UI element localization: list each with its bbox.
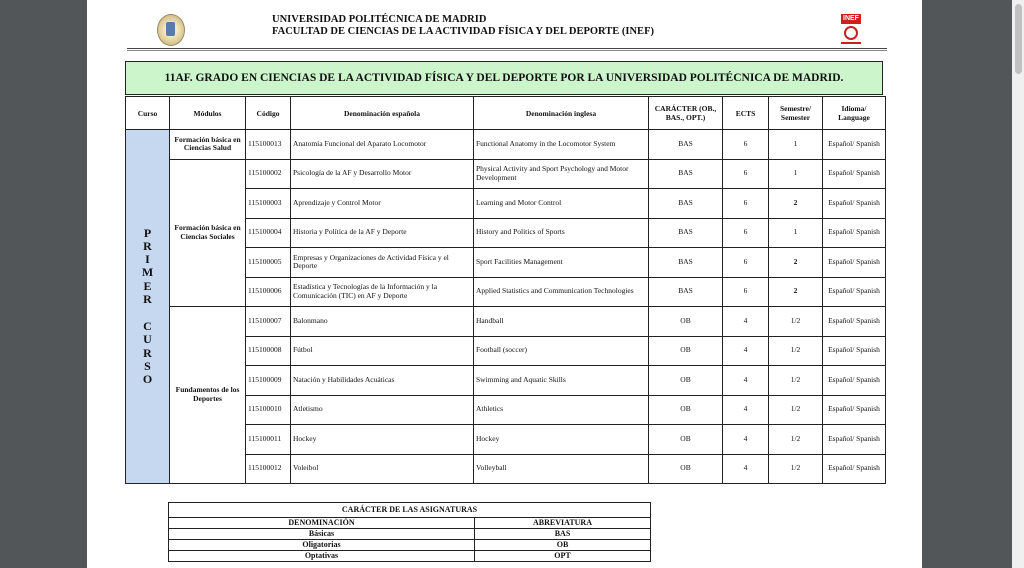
codigo-cell: 115100008 bbox=[246, 336, 291, 366]
den-en-cell: Athletics bbox=[474, 395, 649, 425]
header-divider bbox=[127, 48, 887, 49]
curso-cell: P R I M E R C U R S O bbox=[126, 130, 170, 484]
idioma-cell: Español/ Spanish bbox=[823, 218, 886, 248]
den-es-cell: Empresas y Organizaciones de Actividad Física y el Deporte bbox=[291, 248, 474, 278]
den-en-cell: Handball bbox=[474, 307, 649, 337]
semestre-cell: 2 bbox=[769, 277, 823, 307]
scrollbar-thumb[interactable] bbox=[1015, 4, 1022, 74]
codigo-cell: 115100012 bbox=[246, 454, 291, 484]
codigo-cell: 115100005 bbox=[246, 248, 291, 278]
ects-cell: 4 bbox=[723, 454, 769, 484]
ects-cell: 6 bbox=[723, 159, 769, 189]
table-row bbox=[126, 159, 886, 189]
degree-title: 11AF. GRADO EN CIENCIAS DE LA ACTIVIDAD FÍSICA Y DEL DEPORTE POR LA UNIVERSIDAD POLITÉCNICA DE MADRID. bbox=[125, 61, 883, 95]
semestre-cell: 1 bbox=[769, 159, 823, 189]
legend-row bbox=[169, 551, 651, 562]
col-header-modulos: Módulos bbox=[170, 97, 246, 130]
den-en-cell: Learning and Motor Control bbox=[474, 189, 649, 219]
caracter-cell: OB bbox=[649, 395, 723, 425]
semestre-cell: 1/2 bbox=[769, 336, 823, 366]
upm-logo-icon bbox=[157, 14, 185, 46]
col-header-ects: ECTS bbox=[723, 97, 769, 130]
module-cell: Fundamentos de los Deportes bbox=[170, 307, 246, 484]
legend-name: Oligatorias bbox=[169, 540, 475, 551]
legend-abbr: OPT bbox=[475, 551, 651, 562]
legend-col-abbr: ABREVIATURA bbox=[475, 518, 651, 529]
ects-cell: 6 bbox=[723, 130, 769, 160]
den-es-cell: Anatomía Funcional del Aparato Locomotor bbox=[291, 130, 474, 160]
semestre-cell: 1/2 bbox=[769, 395, 823, 425]
den-es-cell: Historia y Política de la AF y Deporte bbox=[291, 218, 474, 248]
scrollbar[interactable] bbox=[1012, 0, 1024, 568]
den-es-cell: Atletismo bbox=[291, 395, 474, 425]
ects-cell: 6 bbox=[723, 277, 769, 307]
col-header-codigo: Código bbox=[246, 97, 291, 130]
ects-cell: 4 bbox=[723, 425, 769, 455]
semestre-cell: 2 bbox=[769, 189, 823, 219]
ects-cell: 4 bbox=[723, 307, 769, 337]
legend-row bbox=[169, 529, 651, 540]
inef-logo-icon: INEF bbox=[841, 14, 861, 44]
caracter-cell: OB bbox=[649, 366, 723, 396]
codigo-cell: 115100009 bbox=[246, 366, 291, 396]
den-es-cell: Estadística y Tecnologías de la Información y la Comunicación (TIC) en AF y Deporte bbox=[291, 277, 474, 307]
col-header-caracter: CARÁCTER (OB., BAS., OPT.) bbox=[649, 97, 723, 130]
university-name: UNIVERSIDAD POLITÉCNICA DE MADRID bbox=[272, 14, 487, 25]
den-en-cell: Applied Statistics and Communication Technologies bbox=[474, 277, 649, 307]
idioma-cell: Español/ Spanish bbox=[823, 307, 886, 337]
semestre-cell: 1/2 bbox=[769, 366, 823, 396]
ects-cell: 4 bbox=[723, 336, 769, 366]
codigo-cell: 115100006 bbox=[246, 277, 291, 307]
semestre-cell: 2 bbox=[769, 248, 823, 278]
faculty-name: FACULTAD DE CIENCIAS DE LA ACTIVIDAD FÍSICA Y DEL DEPORTE (INEF) bbox=[272, 26, 654, 37]
idioma-cell: Español/ Spanish bbox=[823, 248, 886, 278]
codigo-cell: 115100007 bbox=[246, 307, 291, 337]
idioma-cell: Español/ Spanish bbox=[823, 277, 886, 307]
course-table bbox=[125, 96, 886, 484]
semestre-cell: 1 bbox=[769, 218, 823, 248]
semestre-cell: 1/2 bbox=[769, 454, 823, 484]
idioma-cell: Español/ Spanish bbox=[823, 336, 886, 366]
table-row bbox=[126, 307, 886, 337]
den-en-cell: Volleyball bbox=[474, 454, 649, 484]
legend-abbr: BAS bbox=[475, 529, 651, 540]
caracter-cell: BAS bbox=[649, 248, 723, 278]
den-en-cell: Functional Anatomy in the Locomotor System bbox=[474, 130, 649, 160]
den-es-cell: Natación y Habilidades Acuáticas bbox=[291, 366, 474, 396]
semestre-cell: 1/2 bbox=[769, 425, 823, 455]
legend-title-row bbox=[169, 503, 651, 518]
den-es-cell: Balonmano bbox=[291, 307, 474, 337]
idioma-cell: Español/ Spanish bbox=[823, 189, 886, 219]
codigo-cell: 115100002 bbox=[246, 159, 291, 189]
table-row bbox=[126, 130, 886, 160]
codigo-cell: 115100003 bbox=[246, 189, 291, 219]
idioma-cell: Español/ Spanish bbox=[823, 366, 886, 396]
den-es-cell: Aprendizaje y Control Motor bbox=[291, 189, 474, 219]
idioma-cell: Español/ Spanish bbox=[823, 130, 886, 160]
caracter-cell: OB bbox=[649, 454, 723, 484]
ects-cell: 6 bbox=[723, 218, 769, 248]
den-en-cell: History and Politics of Sports bbox=[474, 218, 649, 248]
document-page bbox=[87, 0, 922, 568]
legend-header-row bbox=[169, 518, 651, 529]
ects-cell: 6 bbox=[723, 189, 769, 219]
den-en-cell: Football (soccer) bbox=[474, 336, 649, 366]
col-header-den-en: Denominación inglesa bbox=[474, 97, 649, 130]
legend-row bbox=[169, 540, 651, 551]
idioma-cell: Español/ Spanish bbox=[823, 425, 886, 455]
ects-cell: 4 bbox=[723, 366, 769, 396]
col-header-den-es: Denominación española bbox=[291, 97, 474, 130]
den-es-cell: Hockey bbox=[291, 425, 474, 455]
caracter-cell: BAS bbox=[649, 277, 723, 307]
col-header-idioma: Idioma/ Language bbox=[823, 97, 886, 130]
semestre-cell: 1 bbox=[769, 130, 823, 160]
caracter-cell: OB bbox=[649, 336, 723, 366]
den-es-cell: Fútbol bbox=[291, 336, 474, 366]
col-header-semestre: Semestre/ Semester bbox=[769, 97, 823, 130]
semestre-cell: 1/2 bbox=[769, 307, 823, 337]
col-header-curso: Curso bbox=[126, 97, 170, 130]
caracter-cell: OB bbox=[649, 307, 723, 337]
den-en-cell: Physical Activity and Sport Psychology and Motor Development bbox=[474, 159, 649, 189]
den-en-cell: Swimming and Aquatic Skills bbox=[474, 366, 649, 396]
den-es-cell: Voleibol bbox=[291, 454, 474, 484]
den-en-cell: Sport Facilities Management bbox=[474, 248, 649, 278]
ects-cell: 6 bbox=[723, 248, 769, 278]
idioma-cell: Español/ Spanish bbox=[823, 159, 886, 189]
caracter-cell: BAS bbox=[649, 130, 723, 160]
caracter-cell: BAS bbox=[649, 189, 723, 219]
module-cell: Formación básica en Ciencias Sociales bbox=[170, 159, 246, 307]
den-es-cell: Psicología de la AF y Desarrollo Motor bbox=[291, 159, 474, 189]
caracter-cell: BAS bbox=[649, 218, 723, 248]
codigo-cell: 115100010 bbox=[246, 395, 291, 425]
codigo-cell: 115100004 bbox=[246, 218, 291, 248]
caracter-cell: OB bbox=[649, 425, 723, 455]
table-header-row bbox=[126, 97, 886, 130]
legend-table bbox=[168, 502, 651, 562]
idioma-cell: Español/ Spanish bbox=[823, 454, 886, 484]
codigo-cell: 115100011 bbox=[246, 425, 291, 455]
legend-col-name: DENOMINACIÓN bbox=[169, 518, 475, 529]
legend-abbr: OB bbox=[475, 540, 651, 551]
den-en-cell: Hockey bbox=[474, 425, 649, 455]
caracter-cell: BAS bbox=[649, 159, 723, 189]
legend-title: CARÁCTER DE LAS ASIGNATURAS bbox=[169, 503, 651, 518]
codigo-cell: 115100013 bbox=[246, 130, 291, 160]
legend-name: Básicas bbox=[169, 529, 475, 540]
ects-cell: 4 bbox=[723, 395, 769, 425]
module-cell: Formación básica en Ciencias Salud bbox=[170, 130, 246, 160]
header-divider bbox=[127, 50, 887, 51]
legend-name: Optativas bbox=[169, 551, 475, 562]
idioma-cell: Español/ Spanish bbox=[823, 395, 886, 425]
